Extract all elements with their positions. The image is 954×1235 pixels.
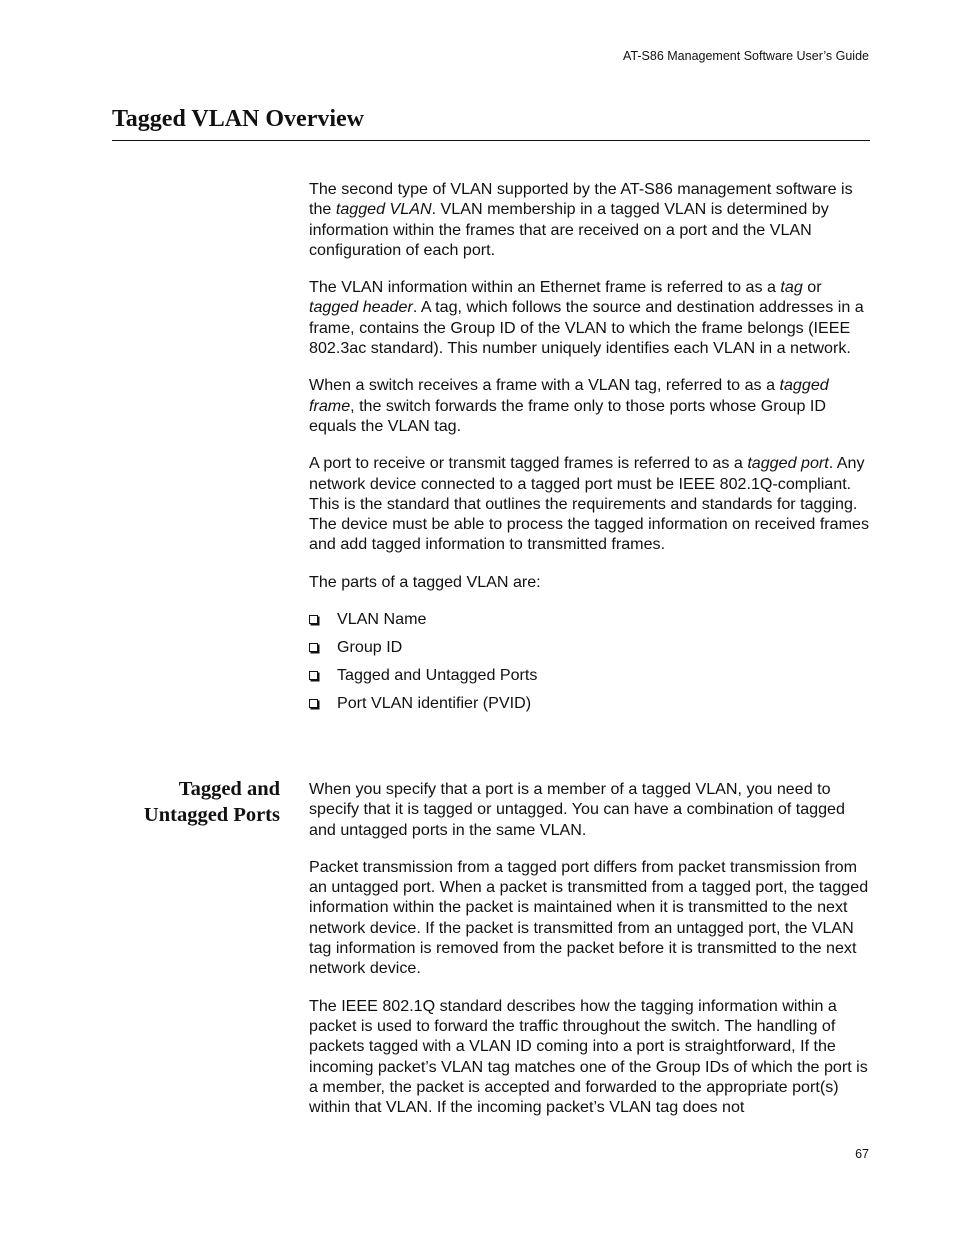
checkbox-bullet-icon: [309, 671, 318, 680]
list-item: Tagged and Untagged Ports: [309, 665, 871, 693]
overview-paragraph-4: A port to receive or transmit tagged frames is referred to as a tagged port. Any network device connected to a tagged port must be IEEE 802.1Q-compliant. This is the standard that outlines the requirements and standards for tagging. The device must be able to process the tagged information on received frames and add tagged information to transmitted frames.: [309, 454, 870, 554]
subsection-heading: Tagged and Untagged Ports: [143, 778, 280, 826]
subsection-paragraph-1: When you specify that a port is a member of a tagged VLAN, you need to specify that it is tagged or untagged. You can have a combination of tagged and untagged ports in the same VLAN.: [309, 780, 845, 839]
vlan-parts-list: [309, 609, 871, 721]
checkbox-bullet-icon: [309, 615, 318, 624]
subsection-paragraph-2: Packet transmission from a tagged port differs from packet transmission from an untagged port. When a packet is transmitted from a tagged port, the tagged information within the packet is maintained when it is transmitted to the next network device. If the packet is transmitted from an untagged port, the VLAN tag information is removed from the packet before it is transmitted to the next network device.: [309, 857, 869, 978]
section-title: Tagged VLAN Overview: [112, 106, 364, 132]
running-header: AT-S86 Management Software User’s Guide: [623, 49, 869, 63]
list-item: VLAN Name: [309, 609, 871, 637]
list-item: Port VLAN identifier (PVID): [309, 693, 871, 721]
overview-body: [309, 179, 871, 721]
title-rule: [112, 140, 870, 141]
overview-paragraph-2: The VLAN information within an Ethernet frame is referred to as a tag or tagged header. A tag, which follows the source and destination addresses in a frame, contains the Group ID of the VLAN to which the frame belongs (IEEE 802.3ac standard). This number uniquely identifies each VLAN in a network.: [309, 278, 864, 358]
overview-paragraph-5: The parts of a tagged VLAN are:: [309, 572, 541, 591]
page-number: 67: [855, 1147, 869, 1161]
checkbox-bullet-icon: [309, 699, 318, 708]
overview-paragraph-1: The second type of VLAN supported by the AT-S86 management software is the tagged VLAN. VLAN membership in a tagged VLAN is determined by information within the frames that are received on a port and the VLAN configuration of each port.: [309, 180, 853, 259]
subsection-paragraph-3: The IEEE 802.1Q standard describes how the tagging information within a packet is used to forward the traffic throughout the switch. The handling of packets tagged with a VLAN ID coming into a port is straightforward, If the incoming packet’s VLAN tag matches one of the Group IDs of which the port is a member, the packet is accepted and forwarded to the appropriate port(s) within that VLAN. If the incoming packet’s VLAN tag does not: [309, 996, 868, 1117]
overview-paragraph-3: When a switch receives a frame with a VLAN tag, referred to as a tagged frame, the switch forwards the frame only to those ports whose Group ID equals the VLAN tag.: [309, 376, 829, 435]
subsection-body: [309, 779, 871, 1134]
list-item: Group ID: [309, 637, 871, 665]
checkbox-bullet-icon: [309, 643, 318, 652]
